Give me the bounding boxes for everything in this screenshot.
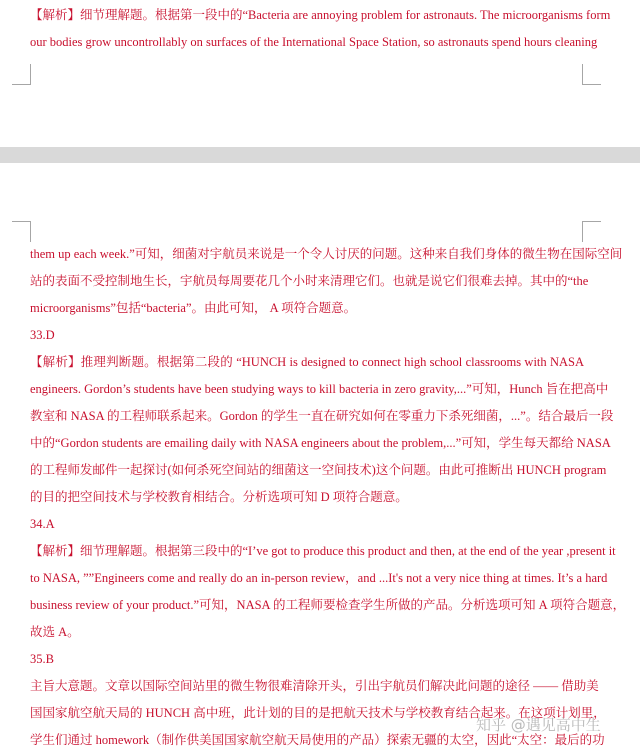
page-separator xyxy=(0,147,640,163)
answer-heading-34: 34.A xyxy=(30,517,55,531)
text-line: engineers. Gordon’s students have been studying ways to kill bacteria in zero gravity,...”可知，Hunch 旨在把高中 xyxy=(30,382,609,396)
text-line: 【解析】推理判断题。根据第二段的 “HUNCH is designed to connect high school classrooms with NASA xyxy=(30,355,584,369)
text-line: 【解析】细节理解题。根据第三段中的“I’ve got to produce this product and then, at the end of the year ,present it xyxy=(30,544,616,558)
text-line: microorganisms”包括“bacteria”。由此可知， A 项符合题意。 xyxy=(30,301,357,315)
text-line-2: our bodies grow uncontrollably on surfaces of the International Space Station, so astronauts spend hours cleaning xyxy=(30,35,598,49)
zhihu-logo: 知乎 xyxy=(476,716,507,734)
zhihu-watermark xyxy=(476,714,601,735)
text-line: them up each week.”可知，细菌对宇航员来说是一个令人讨厌的问题。这种来自我们身体的微生物在国际空间 xyxy=(30,247,623,261)
text-line: to NASA, ””Engineers come and really do an in-person review，and ...It's not a very nice thing at times. It’s a hard xyxy=(30,571,608,585)
watermark-author: @遇见高中生 xyxy=(510,716,601,734)
margin-corner-mark xyxy=(12,221,31,242)
margin-corner-mark xyxy=(12,64,31,85)
document-page-1 xyxy=(0,0,640,147)
text-line: 站的表面不受控制地生长，宇航员每周要花几个小时来清理它们。也就是说它们很难去掉。其中的“the xyxy=(30,274,589,288)
text-line: 故选 A。 xyxy=(30,625,80,639)
answer-heading-35: 35.B xyxy=(30,652,54,666)
text-line: 中的“Gordon students are emailing daily with NASA engineers about the problem,...”可知，学生每天都给 NASA xyxy=(30,436,611,450)
margin-corner-mark xyxy=(582,221,601,242)
text-line-1: 【解析】细节理解题。根据第一段中的“Bacteria are annoying problem for astronauts. The microorganisms form xyxy=(30,8,611,22)
document-page-2 xyxy=(0,163,640,749)
text-line: 教室和 NASA 的工程师联系起来。Gordon 的学生一直在研究如何在零重力下杀死细菌，...”。结合最后一段 xyxy=(30,409,614,423)
text-line: business review of your product.”可知，NASA 的工程师要检查学生所做的产品。分析选项可知 A 项符合题意， xyxy=(30,598,626,612)
text-line: 的工程师发邮件一起探讨(如何杀死空间站的细菌这一空间技术)这个问题。由此可推断出 HUNCH program xyxy=(30,463,607,477)
margin-corner-mark xyxy=(582,64,601,85)
text-line: 学生们通过 homework（制作供美国国家航空航天局使用的产品）探索无疆的太空，因此“太空：最后的功 xyxy=(30,733,605,747)
text-line: 国国家航空航天局的 HUNCH 高中班，此计划的目的是把航天技术与学校教育结合起来。在这项计划里， xyxy=(30,706,606,720)
answer-heading-33: 33.D xyxy=(30,328,55,342)
text-line: 的目的把空间技术与学校教育相结合。分析选项可知 D 项符合题意。 xyxy=(30,490,408,504)
text-line: 主旨大意题。文章以国际空间站里的微生物很难清除开头，引出宇航员们解决此问题的途径 —— 借助美 xyxy=(30,679,599,693)
